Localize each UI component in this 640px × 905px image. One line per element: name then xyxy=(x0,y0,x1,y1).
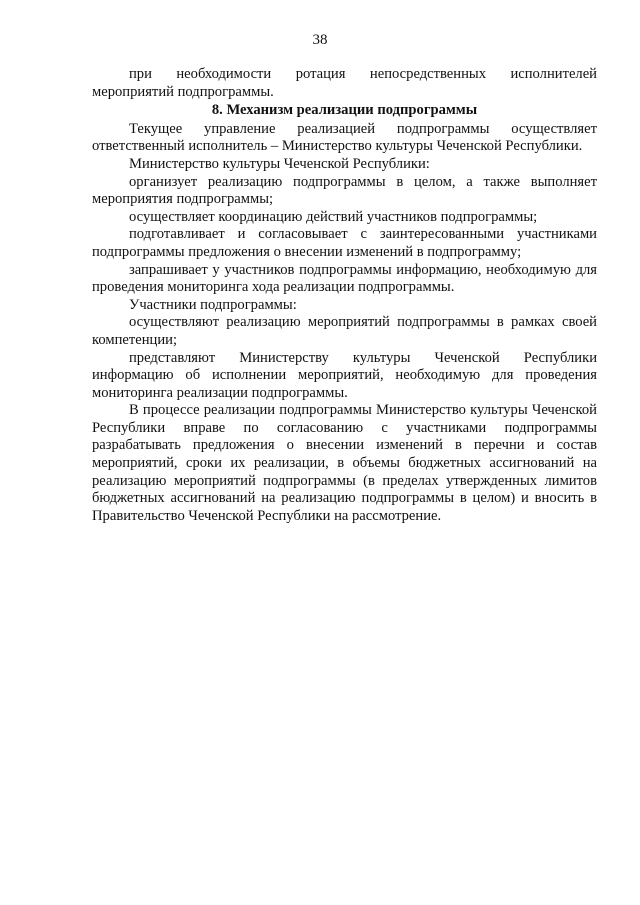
paragraph: Текущее управление реализацией подпрограммы осуществляет ответственный исполнитель – Министерство культуры Чеченской Республики. xyxy=(92,120,597,155)
paragraph: В процессе реализации подпрограммы Министерство культуры Чеченской Республики вправе по согласованию с участниками подпрограммы разрабатывать предложения о внесении изменений в перечни и состав мероприятий, сроки их реализации, в объемы бюджетных ассигнований на реализацию мероприятий подпрограммы (в пределах утвержденных лимитов бюджетных ассигнований на реализацию подпрограммы в целом) и вносить в Правительство Чеченской Республики на рассмотрение. xyxy=(92,402,597,524)
page-number: 38 xyxy=(312,32,328,48)
section-heading: 8. Механизм реализации подпрограммы xyxy=(211,102,478,119)
paragraph: организует реализацию подпрограммы в целом, а также выполняет мероприятия подпрограммы; xyxy=(92,173,597,208)
paragraph: осуществляют реализацию мероприятий подпрограммы в рамках своей компетенции; xyxy=(92,314,597,348)
paragraph: при необходимости ротация непосредственных исполнителей мероприятий подпрограммы. xyxy=(92,66,597,100)
paragraph: Участники подпрограммы: xyxy=(129,296,297,313)
document-body xyxy=(92,66,597,525)
paragraph: Министерство культуры Чеченской Республики: xyxy=(129,155,430,172)
paragraph: запрашивает у участников подпрограммы информацию, необходимую для проведения мониторинга хода реализации подпрограммы. xyxy=(92,261,597,296)
paragraph: осуществляет координацию действий участников подпрограммы; xyxy=(129,208,538,225)
paragraph: подготавливает и согласовывает с заинтересованными участниками подпрограммы предложения о внесении изменений в подпрограмму; xyxy=(92,226,597,260)
paragraph: представляют Министерству культуры Чеченской Республики информацию об исполнении мероприятий, необходимую для проведения мониторинга реализации подпрограммы. xyxy=(92,349,597,401)
